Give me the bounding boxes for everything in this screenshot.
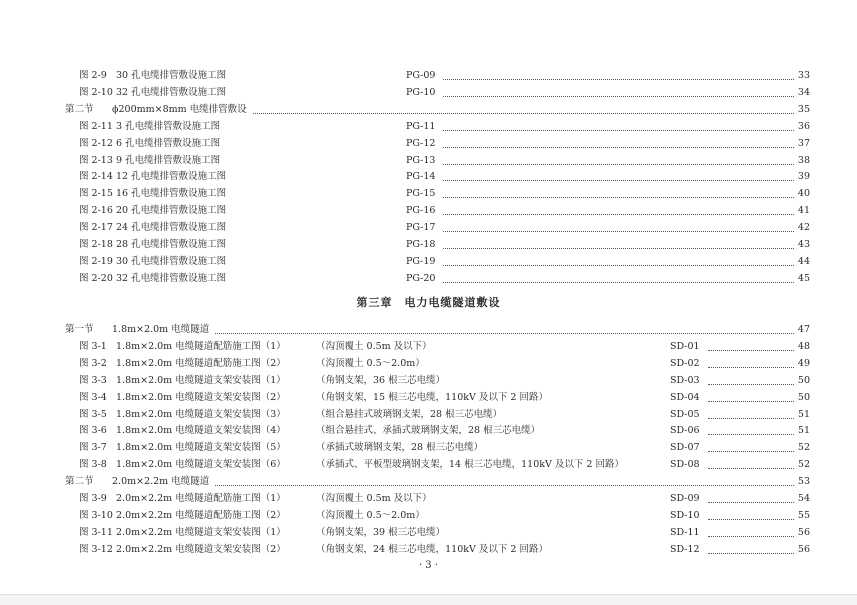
figure-number: 图 3-10 [79, 509, 113, 521]
figure-title: 32 孔电缆排管敷设施工图 [116, 86, 227, 98]
page-ref: 33 [797, 70, 810, 81]
page-ref: 36 [797, 120, 810, 132]
page-ref: 39 [797, 171, 810, 183]
figure-title: 1.8m×2.0m 电缆隧道支架安装图（4） [116, 425, 286, 437]
figure-title: 1.8m×2.0m 电缆隧道配筋施工图（2） [116, 357, 286, 369]
page-ref: 49 [797, 357, 810, 369]
page-ref: 51 [797, 425, 810, 437]
figure-title: 32 孔电缆排管敷设施工图 [116, 272, 227, 284]
page-ref: 37 [797, 137, 810, 149]
page-ref: 41 [797, 205, 810, 217]
drawing-code: PG-19 [406, 255, 436, 267]
dot-leader [708, 434, 794, 452]
drawing-code: SD-04 [670, 391, 700, 403]
page-edge [0, 594, 857, 605]
dot-leader [708, 333, 794, 351]
figure-description: （沟顶覆土 0.5m 及以下） [316, 493, 432, 504]
figure-description: （承插式、平板型玻璃钢支架，14 根三芯电缆，110kV 及以下 2 回路） [316, 459, 624, 471]
dot-leader [443, 197, 794, 215]
figure-number: 图 3-8 [79, 459, 107, 471]
figure-number: 图 2-11 [79, 120, 113, 132]
page-ref: 34 [797, 86, 810, 98]
figure-title: 1.8m×2.0m 电缆隧道支架安装图（2） [116, 391, 286, 403]
drawing-code: SD-10 [670, 509, 700, 521]
drawing-code: SD-11 [670, 526, 700, 538]
figure-description: （角钢支架，15 根三芯电缆，110kV 及以下 2 回路） [316, 391, 548, 403]
drawing-code: PG-16 [406, 205, 436, 217]
figure-number: 图 3-7 [79, 442, 107, 454]
dot-leader [708, 536, 794, 554]
dot-leader [708, 485, 794, 503]
figure-title: 1.8m×2.0m 电缆隧道配筋施工图（1） [116, 340, 286, 352]
dot-leader [443, 147, 794, 165]
figure-number: 图 2-16 [79, 205, 113, 217]
dot-leader [253, 96, 794, 114]
figure-title: 28 孔电缆排管敷设施工图 [116, 239, 227, 250]
drawing-code: SD-02 [670, 357, 700, 369]
drawing-code: PG-12 [406, 137, 436, 149]
page-ref: 35 [797, 103, 810, 115]
figure-title: 2.0m×2.2m 电缆隧道配筋施工图（2） [116, 509, 286, 521]
page-ref: 52 [797, 442, 810, 454]
page-ref: 43 [797, 239, 810, 250]
drawing-code: SD-12 [670, 543, 700, 555]
drawing-code: PG-17 [406, 222, 436, 234]
dot-leader [443, 79, 794, 97]
figure-description: （角钢支架，24 根三芯电缆，110kV 及以下 2 回路） [316, 543, 548, 555]
section-number: 第二节 [65, 103, 94, 115]
figure-title: 30 孔电缆排管敷设施工图 [116, 255, 227, 267]
dot-leader [708, 502, 794, 520]
figure-title: 6 孔电缆排管敷设施工图 [116, 137, 221, 149]
toc-entry [0, 270, 857, 287]
dot-leader [443, 62, 794, 80]
figure-number: 图 3-11 [79, 526, 113, 538]
figure-number: 图 3-12 [79, 543, 113, 555]
drawing-code: SD-05 [670, 408, 700, 420]
page-ref: 50 [797, 374, 810, 386]
section-number: 第一节 [65, 324, 94, 335]
figure-title: 2.0m×2.2m 电缆隧道配筋施工图（1） [116, 493, 286, 504]
figure-title: 1.8m×2.0m 电缆隧道支架安装图（1） [116, 374, 286, 386]
dot-leader [443, 214, 794, 232]
toc-entry [0, 541, 857, 558]
page-ref: 56 [797, 526, 810, 538]
figure-title: 1.8m×2.0m 电缆隧道支架安装图（3） [116, 408, 286, 420]
page-ref: 48 [797, 340, 810, 352]
figure-description: （沟顶覆土 0.5～2.0m） [316, 357, 425, 369]
drawing-code: SD-08 [670, 459, 700, 471]
figure-number: 图 3-9 [79, 493, 107, 504]
figure-title: 24 孔电缆排管敷设施工图 [116, 222, 227, 234]
page-number: · 3 · [418, 560, 439, 571]
drawing-code: PG-13 [406, 154, 436, 166]
drawing-code: PG-10 [406, 86, 436, 98]
figure-description: （组合悬挂式玻璃钢支架，28 根三芯电缆） [316, 408, 503, 420]
chapter-heading: 第三章 电力电缆隧道敷设 [356, 296, 501, 309]
section-title: 1.8m×2.0m 电缆隧道 [112, 324, 210, 335]
dot-leader [443, 163, 794, 181]
figure-description: （组合悬挂式、承插式玻璃钢支架，28 根三芯电缆） [316, 425, 541, 437]
dot-leader [708, 350, 794, 368]
dot-leader [215, 468, 794, 486]
dot-leader [443, 130, 794, 148]
dot-leader [708, 451, 794, 469]
page-ref: 53 [797, 476, 810, 488]
figure-number: 图 2-14 [79, 171, 113, 183]
dot-leader [443, 113, 794, 131]
drawing-code: SD-09 [670, 493, 700, 504]
drawing-code: SD-03 [670, 374, 700, 386]
drawing-code: PG-14 [406, 171, 436, 183]
figure-title: 2.0m×2.2m 电缆隧道支架安装图（2） [116, 543, 286, 555]
drawing-code: PG-15 [406, 188, 436, 200]
figure-number: 图 2-13 [79, 154, 113, 166]
drawing-code: PG-11 [406, 120, 436, 132]
figure-number: 图 2-18 [79, 239, 113, 250]
drawing-code: SD-01 [670, 340, 700, 352]
figure-title: 3 孔电缆排管敷设施工图 [116, 120, 221, 132]
section-title: ϕ200mm×8mm 电缆排管敷设 [112, 103, 247, 115]
figure-description: （角钢支架，36 根三芯电缆） [316, 374, 446, 386]
page-ref: 40 [797, 188, 810, 200]
figure-description: （角钢支架，39 根三芯电缆） [316, 526, 446, 538]
figure-title: 1.8m×2.0m 电缆隧道支架安装图（6） [116, 459, 286, 471]
page-ref: 56 [797, 543, 810, 555]
figure-number: 图 3-1 [79, 340, 107, 352]
figure-title: 12 孔电缆排管敷设施工图 [116, 171, 227, 183]
dot-leader [443, 180, 794, 198]
drawing-code: PG-09 [406, 70, 436, 81]
page-ref: 42 [797, 222, 810, 234]
figure-title: 16 孔电缆排管敷设施工图 [116, 188, 227, 200]
page-ref: 54 [797, 493, 810, 504]
figure-title: 20 孔电缆排管敷设施工图 [116, 205, 227, 217]
figure-title: 1.8m×2.0m 电缆隧道支架安装图（5） [116, 442, 286, 454]
figure-description: （沟顶覆土 0.5～2.0m） [316, 509, 425, 521]
drawing-code: SD-06 [670, 425, 700, 437]
page-ref: 38 [797, 154, 810, 166]
figure-title: 2.0m×2.2m 电缆隧道支架安装图（1） [116, 526, 286, 538]
figure-description: （承插式玻璃钢支架，28 根三芯电缆） [316, 442, 484, 454]
figure-number: 图 2-17 [79, 222, 113, 234]
page-ref: 55 [797, 509, 810, 521]
section-number: 第二节 [65, 476, 94, 488]
figure-number: 图 3-3 [79, 374, 107, 386]
dot-leader [708, 384, 794, 402]
figure-number: 图 2-12 [79, 137, 113, 149]
figure-number: 图 2-15 [79, 188, 113, 200]
figure-number: 图 3-4 [79, 391, 107, 403]
dot-leader [708, 519, 794, 537]
page-ref: 45 [797, 272, 810, 284]
page-ref: 44 [797, 255, 810, 267]
page-ref: 47 [797, 324, 810, 335]
page-ref: 51 [797, 408, 810, 420]
dot-leader [708, 417, 794, 435]
figure-description: （沟顶覆土 0.5m 及以下） [316, 340, 432, 352]
section-title: 2.0m×2.2m 电缆隧道 [112, 476, 210, 488]
figure-number: 图 3-2 [79, 357, 107, 369]
dot-leader [708, 367, 794, 385]
figure-number: 图 2-9 [79, 70, 107, 81]
drawing-code: SD-07 [670, 442, 700, 454]
dot-leader [443, 248, 794, 266]
dot-leader [443, 265, 794, 283]
dot-leader [708, 401, 794, 419]
figure-title: 9 孔电缆排管敷设施工图 [116, 154, 221, 166]
drawing-code: PG-20 [406, 272, 436, 284]
page-ref: 52 [797, 459, 810, 471]
figure-number: 图 2-20 [79, 272, 113, 284]
page-ref: 50 [797, 391, 810, 403]
drawing-code: PG-18 [406, 239, 436, 250]
dot-leader [443, 231, 794, 249]
figure-number: 图 2-19 [79, 255, 113, 267]
figure-number: 图 3-6 [79, 425, 107, 437]
dot-leader [215, 316, 794, 334]
figure-number: 图 3-5 [79, 408, 107, 420]
figure-number: 图 2-10 [79, 86, 113, 98]
figure-title: 30 孔电缆排管敷设施工图 [116, 70, 227, 81]
